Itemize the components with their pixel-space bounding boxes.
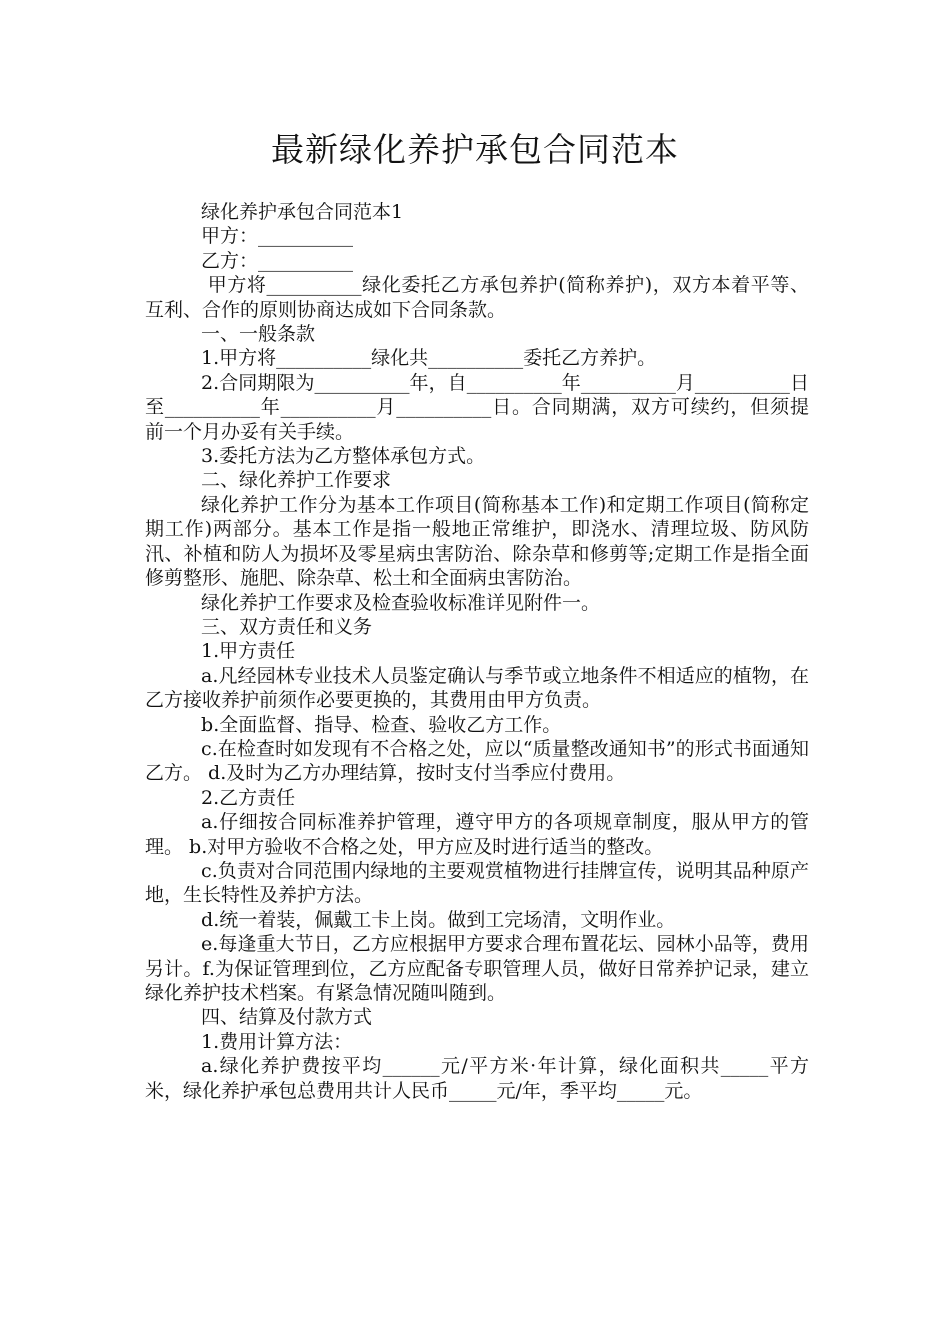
subheading-party-b-duty: 2.乙方责任 bbox=[201, 786, 296, 809]
paragraph-clause-1-3: 3.委托方法为乙方整体承包方式。 bbox=[201, 445, 486, 468]
paragraph-duty-b-c: c.负责对合同范围内绿地的主要观赏植物进行挂牌宣传，说明其品种原产地，生长特性及养护方法。 bbox=[145, 859, 809, 907]
paragraph-intro: 甲方将__________绿化委托乙方承包养护(简称养护)，双方本着平等、互利、合作的原则协商达成如下合同条款。 bbox=[145, 274, 809, 321]
paragraph-attachment-ref: 绿化养护工作要求及检查验收标准详见附件一。 bbox=[201, 591, 601, 614]
section-heading-payment: 四、结算及付款方式 bbox=[201, 1006, 373, 1029]
paragraph-duty-a-cd: c.在检查时如发现有不合格之处，应以“质量整改通知书”的形式书面通知乙方。 d.及时为乙方办理结算，按时支付当季应付费用。 bbox=[145, 737, 809, 785]
section-heading-general: 一、一般条款 bbox=[201, 323, 316, 346]
section-heading-responsibilities: 三、双方责任和义务 bbox=[201, 615, 373, 638]
subheading-fee-method: 1.费用计算方法： bbox=[201, 1030, 353, 1053]
paragraph-work-scope: 绿化养护工作分为基本工作项目(简称基本工作)和定期工作项目(简称定期工作)两部分。基本工作是指一般地正常维护，即浇水、清理垃圾、防风防汛、补植和防人为损坏及零星病虫害防治、除杂草和修剪等;定期工作是指全面修剪整形、施肥、除杂草、松土和全面病虫害防治。 bbox=[145, 493, 809, 590]
paragraph-clause-1-1: 1.甲方将__________绿化共__________委托乙方养护。 bbox=[201, 347, 657, 370]
paragraph-clause-1-2: 2.合同期限为__________年，自__________年__________月__________日至__________年__________月__________日。合同期满，双方可续约，但须提前一个月办妥有关手续。 bbox=[145, 371, 809, 443]
paragraph-duty-a-a: a.凡经园林专业技术人员鉴定确认与季节或立地条件不相适应的植物，在乙方接收养护前须作必要更换的，其费用由甲方负责。 bbox=[145, 664, 809, 712]
paragraph-party-a: 甲方：__________ bbox=[201, 225, 354, 248]
section-heading-requirements: 二、绿化养护工作要求 bbox=[201, 469, 392, 492]
paragraph-party-b: 乙方：__________ bbox=[201, 249, 354, 272]
paragraph-contract-heading: 绿化养护承包合同范本1 bbox=[201, 201, 404, 223]
paragraph-duty-b-d: d.统一着装，佩戴工卡上岗。做到工完场清，文明作业。 bbox=[201, 908, 676, 931]
paragraph-fee-a: a.绿化养护费按平均______元/平方米·年计算，绿化面积共_____平方米，绿化养护承包总费用共计人民币_____元/年，季平均_____元。 bbox=[145, 1055, 809, 1102]
subheading-party-a-duty: 1.甲方责任 bbox=[201, 640, 296, 663]
paragraph-duty-b-ab: a.仔细按合同标准养护管理，遵守甲方的各项规章制度，服从甲方的管理。 b.对甲方验收不合格之处，甲方应及时进行适当的整改。 bbox=[145, 811, 809, 858]
document-title: 最新绿化养护承包合同范本 bbox=[271, 130, 679, 169]
paragraph-duty-a-b: b.全面监督、指导、检查、验收乙方工作。 bbox=[201, 713, 562, 736]
paragraph-duty-b-ef: e.每逢重大节日，乙方应根据甲方要求合理布置花坛、园林小品等，费用另计。f.为保证管理到位，乙方应配备专职管理人员，做好日常养护记录，建立绿化养护技术档案。有紧急情况随叫随到。 bbox=[145, 933, 809, 1004]
document-body bbox=[145, 200, 809, 1103]
